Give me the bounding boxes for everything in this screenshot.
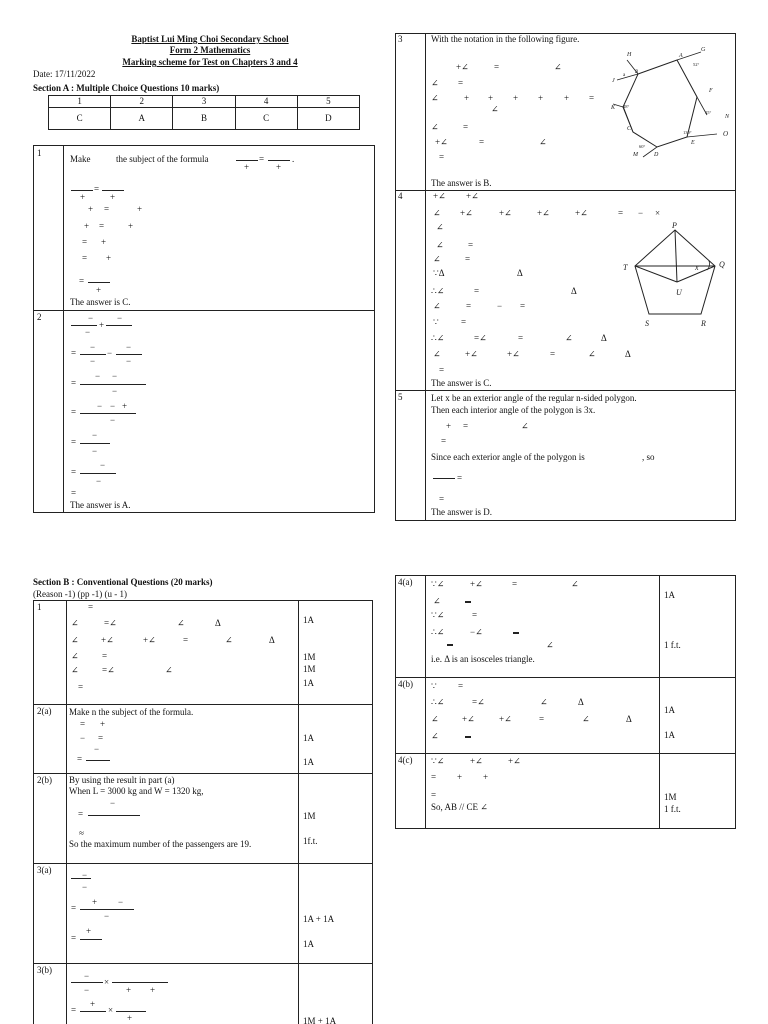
q1-make: Make [70, 154, 91, 164]
q4-step: Δ [517, 268, 523, 278]
q5-step: = [463, 421, 469, 431]
b4b-step: ∠ [540, 697, 548, 707]
b4c-step: +∠ [470, 756, 483, 766]
q4-step: × [655, 208, 661, 218]
q5-step: ∠ [521, 421, 529, 431]
q4-step: Δ [571, 286, 577, 296]
q1-plus: + [244, 162, 250, 172]
b1-step: +∠ [143, 635, 156, 645]
mc-number: 1 [49, 96, 111, 108]
q4-step: +∠ [433, 191, 446, 201]
mark: 1A [664, 705, 675, 715]
b4a-step: ∠ [571, 579, 579, 589]
b1-step: = [88, 602, 94, 612]
fig-label: G [701, 47, 706, 53]
q1-step: + [96, 285, 102, 295]
b3a-step: − [118, 897, 124, 907]
q2-step: − [90, 356, 96, 366]
mark: 1M [303, 664, 316, 674]
q4-step: +∠ [537, 208, 550, 218]
mark: 1A [303, 615, 314, 625]
q4-step: Δ [601, 333, 607, 343]
q1-step: + [106, 253, 112, 263]
q2-step: − [96, 476, 102, 486]
fig-angle: 130° [683, 130, 692, 135]
q3-step: = [494, 62, 500, 72]
q4-step: ∠ [433, 208, 441, 218]
q3-step: ∠ [431, 78, 439, 88]
q4-step: = [466, 301, 472, 311]
q5-line1: Let x be an exterior angle of the regular n-sided polygon. [431, 393, 637, 403]
b3a-step: + [86, 926, 92, 936]
q1-step: = [99, 221, 105, 231]
q2-answer: The answer is A. [70, 500, 131, 510]
q4-step: +∠ [507, 349, 520, 359]
b4c-step: = [431, 790, 437, 800]
b1-step: ∠ [225, 635, 233, 645]
b4b-step: ∠ [582, 714, 590, 724]
q4-step: ∠ [565, 333, 573, 343]
q3-step: + [488, 93, 494, 103]
q4-step: = [520, 301, 526, 311]
q1-answer: The answer is C. [70, 297, 131, 307]
q2-step: = [71, 348, 77, 358]
q4-step: ∠ [436, 240, 444, 250]
fig-label: O [723, 130, 729, 138]
b2b-line2: When L = 3000 kg and W = 1320 kg, [69, 786, 204, 796]
mark: 1 f.t. [664, 804, 681, 814]
fig-label: H [627, 52, 632, 58]
q2-step: − [126, 356, 132, 366]
fig-label: S [645, 319, 649, 328]
q2-step: − [92, 446, 98, 456]
b4a-conclusion: i.e. Δ is an isosceles triangle. [431, 654, 535, 664]
b4b-step: ∠ [431, 731, 439, 741]
school-name: Baptist Lui Ming Choi Secondary School [131, 34, 289, 44]
q2-step: = [71, 378, 77, 388]
q2-step: − [90, 342, 96, 352]
q4-step: +∠ [465, 349, 478, 359]
q2-step: − [88, 313, 94, 323]
q2-step: − [95, 371, 101, 381]
b3a-step: − [82, 870, 88, 880]
b2b-step: − [110, 798, 116, 808]
q4-answer: The answer is C. [431, 378, 492, 388]
b2b-step: = [78, 809, 84, 819]
b4c-step: ∵∠ [431, 756, 445, 766]
section-a-heading: Section A : Multiple Choice Questions 10 marks) [33, 83, 220, 93]
fig-label: N [725, 114, 730, 120]
mark: 1M [664, 792, 677, 802]
mark: 1f.t. [303, 836, 318, 846]
q4-step: =∠ [474, 333, 487, 343]
q3-step: ∠ [431, 93, 439, 103]
b4a-step: +∠ [470, 579, 483, 589]
b1-step: =∠ [102, 665, 115, 675]
b4b-step: Δ [578, 697, 584, 707]
b1-step: = [102, 651, 108, 661]
q1-step: + [110, 192, 116, 202]
q4-step: ∴∠ [431, 333, 445, 343]
b4c-step: + [457, 772, 463, 782]
b4c-step: +∠ [508, 756, 521, 766]
q5-step: = [441, 436, 447, 446]
mc-number: 4 [235, 96, 297, 108]
b4a-step: = [472, 610, 478, 620]
b3b-step: + [126, 985, 132, 995]
b2a-number: 2(a) [37, 706, 52, 716]
q1-dot: . [292, 154, 295, 164]
mc-number: 3 [173, 96, 235, 108]
q3-step: = [439, 152, 445, 162]
q5-number: 5 [398, 392, 403, 402]
b3a-step: = [71, 903, 77, 913]
q1-subject-text: the subject of the formula [116, 154, 209, 164]
b4a-step: −∠ [470, 627, 483, 637]
b4b-step: = [458, 681, 464, 691]
q4-step: ∵ [433, 317, 439, 327]
q4-step: = [439, 365, 445, 375]
fig-label: F [709, 88, 713, 94]
b4a-step: ∵∠ [431, 610, 445, 620]
b1-step: Δ [269, 635, 275, 645]
b4c-number: 4(c) [398, 755, 413, 765]
q4-step: +∠ [460, 208, 473, 218]
mc-answer: C [235, 107, 297, 129]
q3-step: = [458, 78, 464, 88]
svg-text:a: a [623, 73, 626, 78]
b2a-step: = [77, 754, 83, 764]
q3-number: 3 [398, 34, 403, 44]
q4-step: = [550, 349, 556, 359]
heptagon-figure [605, 42, 735, 162]
mark: 1M [303, 811, 316, 821]
b1-step: ∠ [71, 665, 79, 675]
q3-step: ∠ [554, 62, 562, 72]
b4a-step: = [512, 579, 518, 589]
b4a-step: ∠ [433, 596, 441, 606]
b3b-step: + [127, 1013, 133, 1023]
fig-label: C [627, 126, 632, 132]
q2-step: − [112, 371, 118, 381]
q5-answer: The answer is D. [431, 507, 492, 517]
b3b-step: + [90, 999, 96, 1009]
b4a-step: ∠ [546, 640, 554, 650]
date-line: Date: 17/11/2022 [33, 69, 96, 79]
q4-step: +∠ [499, 208, 512, 218]
section-b-right [395, 575, 736, 829]
mc-answer: A [111, 107, 173, 129]
fig-label: J [612, 78, 615, 84]
b1-step: ∠ [177, 618, 185, 628]
q4-step: = [518, 333, 524, 343]
q1-step: + [128, 221, 134, 231]
b1-step: =∠ [104, 618, 117, 628]
q2-step: + [99, 320, 105, 330]
fig-label: P [672, 221, 677, 230]
fig-angle: 35° [705, 110, 712, 115]
q4-step: ∠ [588, 349, 596, 359]
mark: 1M + 1A [303, 1016, 337, 1024]
mark: 1A + 1A [303, 914, 335, 924]
q2-step: − [85, 327, 91, 337]
b4b-step: ∠ [431, 714, 439, 724]
b4b-step: +∠ [499, 714, 512, 724]
b2a-step: = [98, 733, 104, 743]
q2-step: − [110, 415, 116, 425]
b4b-number: 4(b) [398, 679, 413, 689]
pentagon-figure [615, 218, 735, 333]
q4-step: = [468, 240, 474, 250]
b4b-step: Δ [626, 714, 632, 724]
form-title: Form 2 Mathematics [169, 45, 251, 55]
q4-step: ∵Δ [433, 268, 445, 278]
fig-label: U [676, 288, 682, 297]
q3-step: +∠ [435, 137, 448, 147]
q1-step: = [82, 253, 88, 263]
q3-step: + [464, 93, 470, 103]
b2a-step: − [80, 733, 86, 743]
b2a-step: = [80, 719, 86, 729]
fig-label: A [679, 53, 683, 59]
q2-step: − [97, 401, 103, 411]
q4-step: ∠ [436, 222, 444, 232]
q2-step: + [122, 401, 128, 411]
b4c-step: = [431, 772, 437, 782]
q2-step: = [71, 467, 77, 477]
q5-so: , so [642, 452, 655, 462]
fig-angle: 48° [623, 104, 630, 109]
document-title: Marking scheme for Test on Chapters 3 and 4 [122, 57, 298, 67]
mark: 1M [303, 652, 316, 662]
b3b-step: × [108, 1005, 114, 1015]
mark: 1 f.t. [664, 640, 681, 650]
b2a-line1: Make n the subject of the formula. [69, 707, 194, 717]
b4b-step: = [539, 714, 545, 724]
q2-step: − [92, 430, 98, 440]
q2-step: − [107, 348, 113, 358]
mc-number: 5 [297, 96, 359, 108]
b4b-step: =∠ [472, 697, 485, 707]
mc-answer-table [48, 95, 360, 130]
fig-angle: 60° [639, 144, 646, 149]
b1-step: = [183, 635, 189, 645]
b3b-step: × [104, 977, 110, 987]
b2a-step: + [100, 719, 106, 729]
b4a-step: ∴∠ [431, 627, 445, 637]
q3-step: = [479, 137, 485, 147]
fig-label: Q [719, 260, 725, 269]
q1-step: = [79, 276, 85, 286]
q4-step: = [465, 254, 471, 264]
b1-step: = [78, 682, 84, 692]
b1-step: ∠ [71, 618, 79, 628]
fig-label: B [635, 70, 639, 75]
b1-step: ∠ [71, 651, 79, 661]
mark: 1A [303, 733, 314, 743]
b4a-number: 4(a) [398, 577, 413, 587]
fig-label: T [623, 263, 628, 272]
q4-step: ∠ [433, 254, 441, 264]
q5-step: + [446, 421, 452, 431]
q4-step: +∠ [575, 208, 588, 218]
q4-step: − [497, 301, 503, 311]
b4c-conclusion: So, AB // CE ∠ [431, 802, 488, 812]
q1-step: = [82, 237, 88, 247]
mark: 1A [664, 730, 675, 740]
q2-step: = [71, 437, 77, 447]
q4-step: ∴∠ [431, 286, 445, 296]
q1-step: + [101, 237, 107, 247]
q5-step: = [457, 473, 463, 483]
mark: 1A [303, 678, 314, 688]
q3-step: = [463, 122, 469, 132]
q4-step: = [474, 286, 480, 296]
q2-step: − [117, 313, 123, 323]
fig-label: K [611, 105, 616, 111]
mc-answer: C [49, 107, 111, 129]
q3-intro: With the notation in the following figure. [431, 34, 580, 44]
b2b-line1: By using the result in part (a) [69, 775, 175, 785]
q4-step: − [638, 208, 644, 218]
q1-step: + [88, 204, 94, 214]
b3b-step: + [150, 985, 156, 995]
mc-answer: D [297, 107, 359, 129]
b3a-step: − [82, 882, 88, 892]
q2-step: − [100, 460, 106, 470]
q4-step: ∠ [433, 301, 441, 311]
q3-step: ∠ [491, 104, 499, 114]
q5-line2: Then each interior angle of the polygon is 3x. [431, 405, 596, 415]
mark: 1A [303, 939, 314, 949]
b4b-step: ∴∠ [431, 697, 445, 707]
q1-step: + [84, 221, 90, 231]
b2b-number: 2(b) [37, 775, 52, 785]
fig-label: D [654, 152, 659, 158]
q1-step: = [104, 204, 110, 214]
q4-number: 4 [398, 191, 403, 201]
b3a-step: − [104, 911, 110, 921]
b4b-step: +∠ [462, 714, 475, 724]
b3a-step: = [71, 933, 77, 943]
mc-answer: B [173, 107, 235, 129]
b1-step: +∠ [101, 635, 114, 645]
q1-step: + [80, 192, 86, 202]
q3-step: + [513, 93, 519, 103]
q4-step: = [618, 208, 624, 218]
section-b-heading: Section B : Conventional Questions (20 marks) [33, 577, 213, 587]
b3b-number: 3(b) [37, 965, 52, 975]
fig-label: E [691, 140, 695, 146]
q3-step: +∠ [456, 62, 469, 72]
q1-number: 1 [37, 148, 42, 158]
b1-step: Δ [215, 618, 221, 628]
b1-step: ∠ [71, 635, 79, 645]
q2-step: = [71, 407, 77, 417]
q4-step: +∠ [466, 191, 479, 201]
mc-number: 2 [111, 96, 173, 108]
b2a-step: − [94, 744, 100, 754]
q1-eq: = [259, 154, 265, 164]
mark: 1A [303, 757, 314, 767]
q2-step: − [112, 386, 118, 396]
q2-step: = [71, 488, 77, 498]
mark: 1A [664, 590, 675, 600]
q2-number: 2 [37, 312, 42, 322]
q1-step: + [137, 204, 143, 214]
q2-step: − [126, 342, 132, 352]
b3a-step: + [92, 897, 98, 907]
section-b-left [33, 600, 373, 1024]
b4b-step: ∵ [431, 681, 437, 691]
q3-step: + [538, 93, 544, 103]
q3-answer: The answer is B. [431, 178, 492, 188]
b2b-step: ≈ [79, 828, 84, 838]
b1-number: 1 [37, 602, 42, 612]
section-b-note: (Reason -1) (pp -1) (u - 1) [33, 589, 127, 599]
b4c-step: + [483, 772, 489, 782]
b3b-step: − [84, 971, 90, 981]
q1-plus: + [276, 162, 282, 172]
q3-step: ∠ [431, 122, 439, 132]
b3b-step: = [71, 1005, 77, 1015]
fig-label: M [633, 152, 638, 158]
b3b-step: − [84, 985, 90, 995]
b3a-number: 3(a) [37, 865, 52, 875]
fig-label: R [701, 319, 706, 328]
q3-step: = [589, 93, 595, 103]
q4-step: Δ [625, 349, 631, 359]
q1-step: = [94, 184, 100, 194]
q3-step: + [564, 93, 570, 103]
fig-angle: 52° [693, 62, 700, 67]
q5-step: = [439, 494, 445, 504]
fig-angle-label: x [695, 263, 699, 272]
b1-step: ∠ [165, 665, 173, 675]
q2-step: − [110, 401, 116, 411]
q4-step: = [461, 317, 467, 327]
q3-step: ∠ [539, 137, 547, 147]
b2b-line3: So the maximum number of the passengers are 19. [69, 839, 252, 849]
q4-step: ∠ [433, 349, 441, 359]
q5-since: Since each exterior angle of the polygon is [431, 452, 585, 462]
b4a-step: ∵∠ [431, 579, 445, 589]
